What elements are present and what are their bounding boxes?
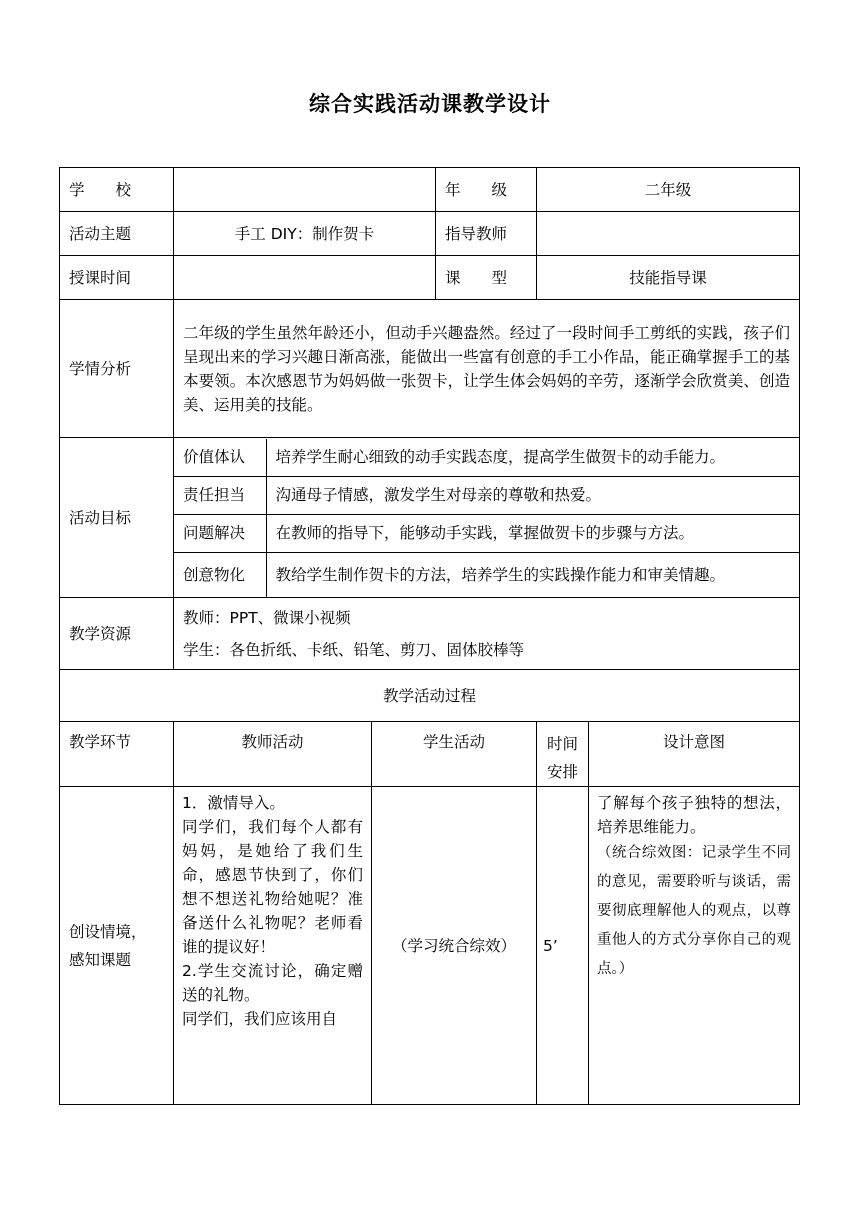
stage-line1: 创设情境， [69,922,147,941]
goals-cell [174,438,800,598]
design-intent-cell [589,787,800,1105]
stage-line2: 感知课题 [69,950,132,969]
header-intent: 设计意图 [589,722,800,787]
goal-row [174,476,799,514]
teacher-value [537,212,800,256]
grade-label: 年 级 [436,168,537,212]
goal-text: 培养学生耐心细致的动手实践态度，提高学生做贺卡的动手能力。 [266,439,799,477]
school-label: 学 校 [60,168,174,212]
analysis-text: 二年级的学生虽然年龄还小，但动手兴趣盎然。经过了一段时间手工剪纸的实践，孩子们呈现出来的学习兴趣日渐高涨，能做出一些富有创意的手工小作品，能正确掌握手工的基本要领。本次感恩节为妈妈做一张贺卡，让学生体会妈妈的辛劳，逐渐学会欣赏美、创造美、运用美的技能。 [174,300,800,438]
analysis-row [60,300,800,438]
design-intent-text: 了解每个孩子独特的想法，培养思维能力。 [597,794,792,836]
time-allocation: 5’ [537,787,589,1105]
type-value: 技能指导课 [537,256,800,300]
school-value [174,168,436,212]
process-heading-row [60,670,800,722]
teacher-activity-step2: 2.学生交流讨论，确定赠送的礼物。 [182,962,363,1004]
goal-name: 责任担当 [174,476,266,514]
header-time-line1: 时间 [547,735,579,753]
time-label: 授课时间 [60,256,174,300]
goal-row [174,439,799,477]
teacher-activity-step1: 1．激情导入。 [182,794,285,812]
document-title: 综合实践活动课教学设计 [309,92,551,116]
theme-row [60,212,800,256]
process-header-row [60,722,800,787]
resources-cell [174,598,800,670]
process-heading: 教学活动过程 [60,670,800,722]
lesson-plan-table [59,167,800,1105]
resources-row [60,598,800,670]
goals-row [60,438,800,598]
teacher-activity-continued: 同学们，我们应该用自 [182,1010,338,1028]
grade-value: 二年级 [537,168,800,212]
goal-name: 价值体认 [174,439,266,477]
stage-cell [60,787,174,1105]
header-time-line2: 安排 [547,763,579,781]
goal-text: 在教师的指导下，能够动手实践，掌握做贺卡的步骤与方法。 [266,514,799,552]
theme-value: 手工 DIY：制作贺卡 [174,212,436,256]
resources-student: 学生：各色折纸、卡纸、铅笔、剪刀、固体胶棒等 [183,640,525,659]
time-value [174,256,436,300]
goal-row [174,552,799,597]
design-intent-note: （统合综效图：记录学生不同的意见，需要聆听与谈话，需要彻底理解他人的观点，以尊重他人的方式分享你自己的观点。） [597,845,792,977]
student-activity: （学习统合综效） [372,787,537,1105]
goals-table [174,439,799,597]
header-time [537,722,589,787]
analysis-label: 学情分析 [60,300,174,438]
teacher-activity-cell [174,787,372,1105]
goal-text: 教给学生制作贺卡的方法，培养学生的实践操作能力和审美情趣。 [266,552,799,597]
time-row [60,256,800,300]
resources-teacher: 教师：PPT、微课小视频 [183,608,351,627]
goal-row [174,514,799,552]
header-teacher: 教师活动 [174,722,372,787]
header-student: 学生活动 [372,722,537,787]
teacher-label: 指导教师 [436,212,537,256]
goal-name: 问题解决 [174,514,266,552]
type-label: 课 型 [436,256,537,300]
teacher-activity-text: 同学们，我们每个人都有妈妈，是她给了我们生命，感恩节快到了，你们想不想送礼物给她呢？准备送什么礼物呢？老师看谁的提议好！ [182,818,363,956]
resources-label: 教学资源 [60,598,174,670]
goal-name: 创意物化 [174,552,266,597]
theme-label: 活动主题 [60,212,174,256]
goals-label: 活动目标 [60,438,174,598]
header-stage: 教学环节 [60,722,174,787]
goal-text: 沟通母子情感，激发学生对母亲的尊敬和热爱。 [266,476,799,514]
process-row [60,787,800,1105]
school-row [60,168,800,212]
